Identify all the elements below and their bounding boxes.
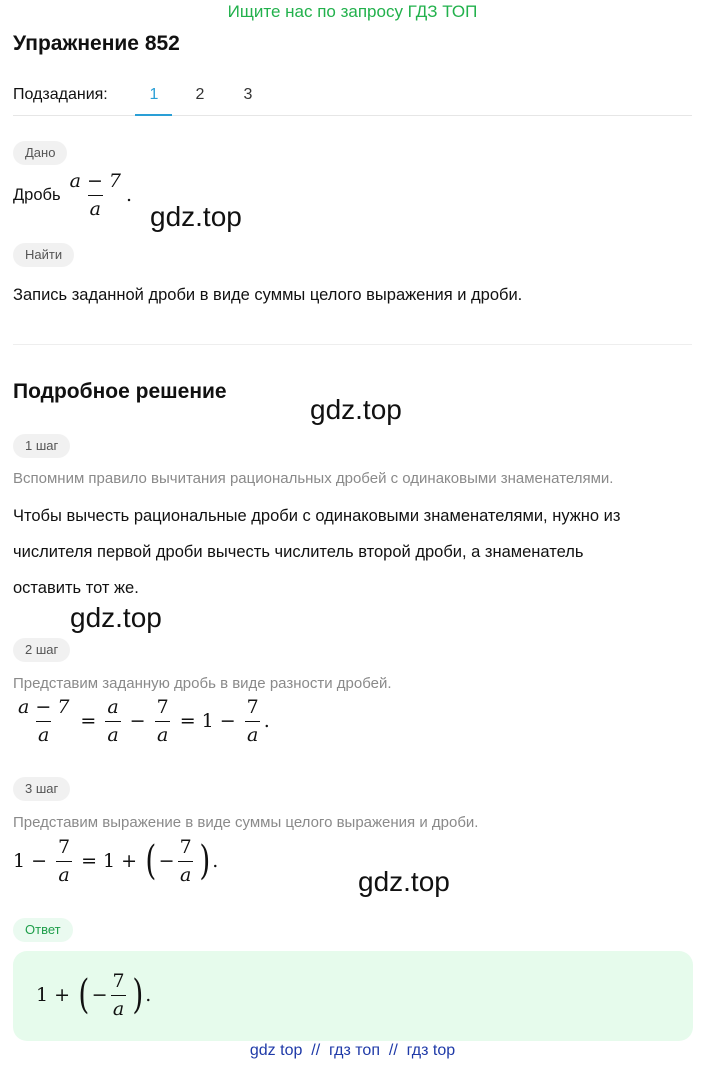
tab-subtask-3[interactable]: 3 (243, 86, 253, 103)
fraction-numerator: 7 (179, 836, 192, 858)
step-2-equation (13, 696, 270, 746)
given-denominator: a (88, 195, 103, 220)
fraction-numerator: 7 (156, 696, 169, 718)
step-1-line-2: числителя первой дроби вычесть числитель второй дроби, а знаменатель (13, 543, 584, 561)
number: 1 (36, 984, 49, 1006)
fraction-numerator: a − 7 (18, 696, 70, 718)
step-1-line-3: оставить тот же. (13, 579, 139, 597)
step-3-hint: Представим выражение в виде суммы целого выражения и дроби. (13, 814, 479, 831)
watermark: gdz.top (310, 394, 402, 425)
given-suffix: . (126, 184, 133, 206)
fraction-denominator: a (36, 721, 51, 746)
period: . (263, 710, 270, 732)
minus-sign: − (158, 850, 175, 872)
plus-sign: + (54, 984, 71, 1006)
plus-sign: + (121, 850, 138, 872)
given-numerator: a − 7 (69, 170, 121, 192)
equals-sign: = (179, 710, 196, 732)
given-statement (13, 170, 132, 220)
watermark: gdz.top (70, 602, 162, 633)
find-text: Запись заданной дроби в виде суммы целого выражения и дроби. (13, 286, 523, 304)
right-paren: ) (199, 838, 210, 884)
number: 1 (201, 710, 214, 732)
fraction-denominator: a (56, 861, 71, 886)
find-badge: Найти (13, 243, 74, 267)
number: 1 (103, 850, 116, 872)
solution-title: Подробное решение (13, 380, 227, 403)
step-1-line-1: Чтобы вычесть рациональные дроби с одинаковыми знаменателями, нужно из (13, 507, 621, 525)
number: 1 (13, 850, 26, 872)
fraction-denominator: a (245, 721, 260, 746)
section-divider (13, 344, 692, 345)
left-paren: ( (145, 838, 157, 884)
given-prefix: Дробь (13, 185, 61, 204)
step-2-hint: Представим заданную дробь в виде разности дробей. (13, 675, 392, 692)
subtasks-label: Подзадания: (13, 86, 108, 103)
top-banner: Ищите нас по запросу ГДЗ ТОП (227, 2, 478, 21)
equals-sign: = (81, 850, 98, 872)
given-fraction (65, 170, 132, 220)
fraction-denominator: a (105, 721, 120, 746)
tabs-divider (13, 115, 692, 116)
page-title: Упражнение 852 (13, 32, 180, 55)
step-3-equation (13, 836, 218, 886)
fraction-numerator: a (107, 696, 119, 718)
minus-sign: − (31, 850, 48, 872)
fraction-numerator: 7 (58, 836, 71, 858)
watermark: gdz.top (358, 866, 450, 897)
minus-sign: − (129, 710, 146, 732)
step-1-badge: 1 шаг (13, 434, 70, 458)
answer-badge: Ответ (13, 918, 73, 942)
active-tab-indicator (135, 114, 172, 116)
footer-links[interactable]: gdz top // гдз топ // гдз top (249, 1042, 456, 1059)
left-paren: ( (78, 972, 90, 1018)
step-2-badge: 2 шаг (13, 638, 70, 662)
fraction-denominator: a (178, 861, 193, 886)
fraction-denominator: a (111, 995, 126, 1020)
minus-sign: − (219, 710, 236, 732)
watermark: gdz.top (150, 201, 242, 232)
fraction-denominator: a (155, 721, 170, 746)
step-3-badge: 3 шаг (13, 777, 70, 801)
tab-subtask-1[interactable]: 1 (149, 86, 159, 103)
tab-subtask-2[interactable]: 2 (195, 86, 205, 103)
fraction-numerator: 7 (112, 970, 125, 992)
minus-sign: − (91, 984, 108, 1006)
right-paren: ) (131, 972, 143, 1018)
fraction-numerator: 7 (246, 696, 259, 718)
period: . (212, 850, 219, 872)
period: . (145, 984, 152, 1006)
given-badge: Дано (13, 141, 67, 165)
answer-equation (36, 970, 151, 1020)
equals-sign: = (80, 710, 97, 732)
step-1-hint: Вспомним правило вычитания рациональных дробей с одинаковыми знаменателями. (13, 470, 614, 487)
